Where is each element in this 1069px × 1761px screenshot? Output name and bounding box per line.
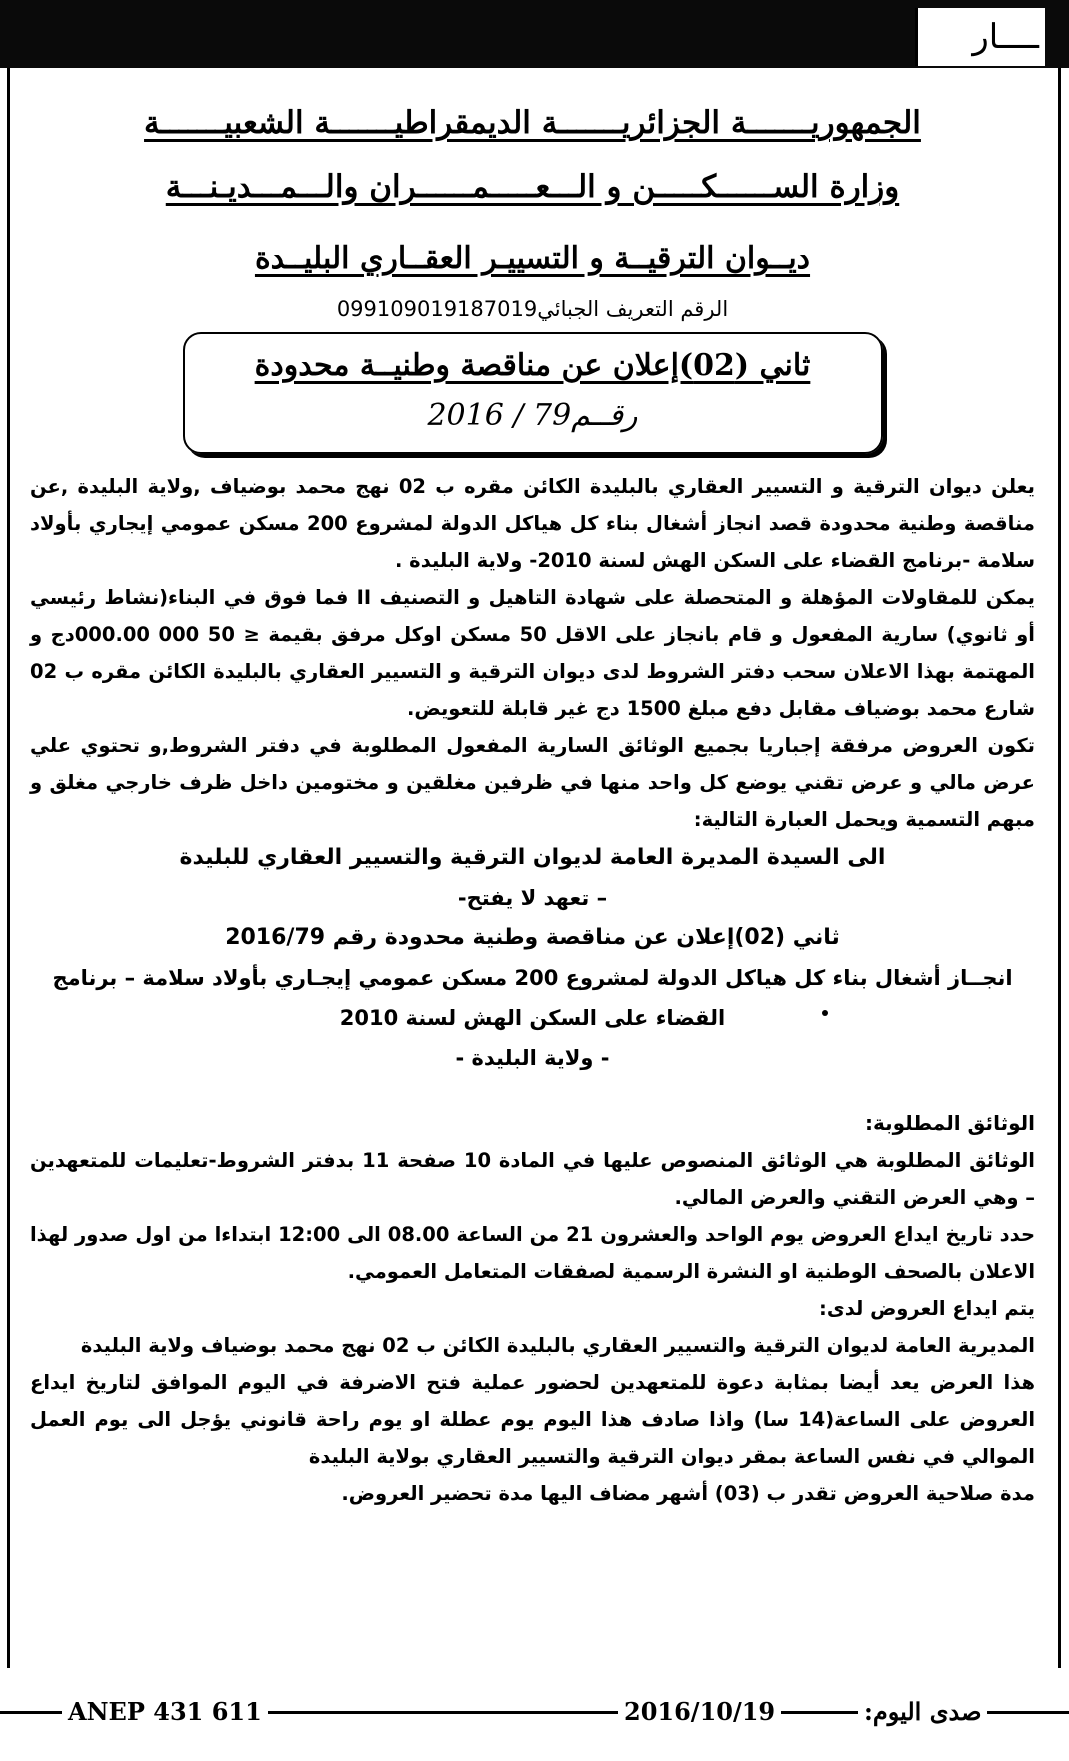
paragraph-opening: هذا العرض يعد أيضا بمثابة دعوة للمتعهدين لحضور عملية فتح الاضرفة في اليوم الموافق لتاريخ ايداع العروض على الساعة(14 سا) واذا صادف هذا اليوم يوم عطلة او يوم راحة قانوني يؤجل الى يوم العمل الموالي في نفس الساعة بمقر ديوان الترقية والتسيير العقاري بولاية البليدة: [30, 1371, 1036, 1468]
ink-dot: [822, 1010, 828, 1016]
paragraph-deadline: حدد تاريخ ايداع العروض يوم الواحد والعشرون 21 من الساعة 08.00 الى 12:00 ابتداءا من اول صدور لهذا الاعلان بالصحف الوطنية او النشرة الرسمية لصفقات المتعامل العمومي.: [30, 1223, 1036, 1283]
tax-id-line: [30, 294, 1035, 324]
announcement-number: رقــم79 / 2016: [427, 398, 638, 433]
paragraph-validity: مدة صلاحية العروض تقدر ب (03) أشهر مضاف اليها مدة تحضير العروض.: [341, 1482, 1035, 1505]
office-heading: ديــوان الترقيــة و التسييـر العقــاري البليــدة: [254, 241, 811, 276]
corner-label: ــــار: [915, 8, 1045, 66]
announcement-title-box: [183, 332, 883, 454]
envelope-wilaya: - ولاية البليدة -: [455, 1046, 610, 1070]
envelope-address: الى السيدة المديرة العامة لديوان الترقية والتسيير العقاري للبليدة: [179, 845, 886, 870]
publication-date: 2016/10/19: [618, 1694, 781, 1730]
paragraph-deposit-label: يتم ايداع العروض لدى:: [819, 1297, 1035, 1320]
required-documents-title: الوثائق المطلوبة:: [864, 1111, 1035, 1135]
announcement-document: [30, 88, 1035, 1512]
envelope-announcement: ثاني (02)إعلان عن مناقصة وطنية محدودة رقم 2016/79: [225, 925, 840, 950]
paragraph-eligibility: يمكن للمقاولات المؤهلة و المتحصلة على شهادة التاهيل و التصنيف II فما فوق في البناء(نشاط رئيسي أو ثانوي) سارية المفعول و قام بانجاز على الاقل 50 مسكن اوكل مرفق بقيمة ≤ 50 000 000.00دج و المهتمة بهذا الاعلان سحب دفتر الشروط لدى ديوان الترقية و التسيير العقاري بالبليدة الكائن مقره ب 02 شارع محمد بوضياف مقابل دفع مبلغ 1500 دج غير قابلة للتعويض.: [30, 586, 1036, 720]
republic-heading: الجمهوريـــــــة الجزائريـــــــة الديمقراطيـــــــة الشعبيـــــــة: [144, 105, 921, 141]
tax-id-number: 099109019187019: [336, 297, 538, 321]
envelope-project: انجــاز أشغال بناء كل هياكل الدولة لمشروع 200 مسكن عمومي إيجـاري بأولاد سلامة – برنامج القضاء على السكن الهش لسنة 2010: [52, 966, 1013, 1030]
envelope-do-not-open: – تعهد لا يفتح-: [457, 886, 608, 910]
paragraph-deposit-address: المديرية العامة لديوان الترقية والتسيير العقاري بالبليدة الكائن ب 02 نهج محمد بوضياف ولاية البليدة: [80, 1334, 1035, 1357]
paragraph-offers: تكون العروض مرفقة إجباريا بجميع الوثائق السارية المفعول المطلوبة في دفتر الشروط,و تحتوي علي عرض مالي و عرض تقني يوضع كل واحد منها في ظرفين مغلقين و مختومين داخل ظرف خارجي مغلق و مبهم التسمية ويحمل العبارة التالية:: [30, 734, 1035, 831]
ministry-heading: وزارة الســــــكـــــن و الـــعـــــمــــــران والـــمـــديـنـــة: [165, 169, 900, 205]
announcement-title: ثاني (02)إعلان عن مناقصة وطنيــة محدودة: [254, 348, 811, 383]
paragraph-documents: الوثائق المطلوبة هي الوثائق المنصوص عليها في المادة 10 صفحة 11 بدفتر الشروط-تعليمات للمتعهدين – وهي العرض التقني والعرض المالي.: [30, 1149, 1035, 1209]
tax-id-label: الرقم التعريف الجبائي: [537, 297, 729, 321]
anep-reference: ANEP 431 611: [62, 1694, 268, 1730]
top-header-bar: [0, 0, 1069, 68]
footer: [0, 1668, 1069, 1761]
paragraph-intro: يعلن ديوان الترقية و التسيير العقاري بالبليدة الكائن مقره ب 02 نهج محمد بوضياف ,ولاية البليدة ,عن مناقصة وطنية محدودة قصد انجاز أشغال بناء كل هياكل الدولة لمشروع 200 مسكن عمومي إيجاري بأولاد سلامة -برنامج القضاء على السكن الهش لسنة 2010- ولاية البليدة .: [30, 475, 1035, 572]
newspaper-name: صدى اليوم:: [858, 1694, 987, 1730]
